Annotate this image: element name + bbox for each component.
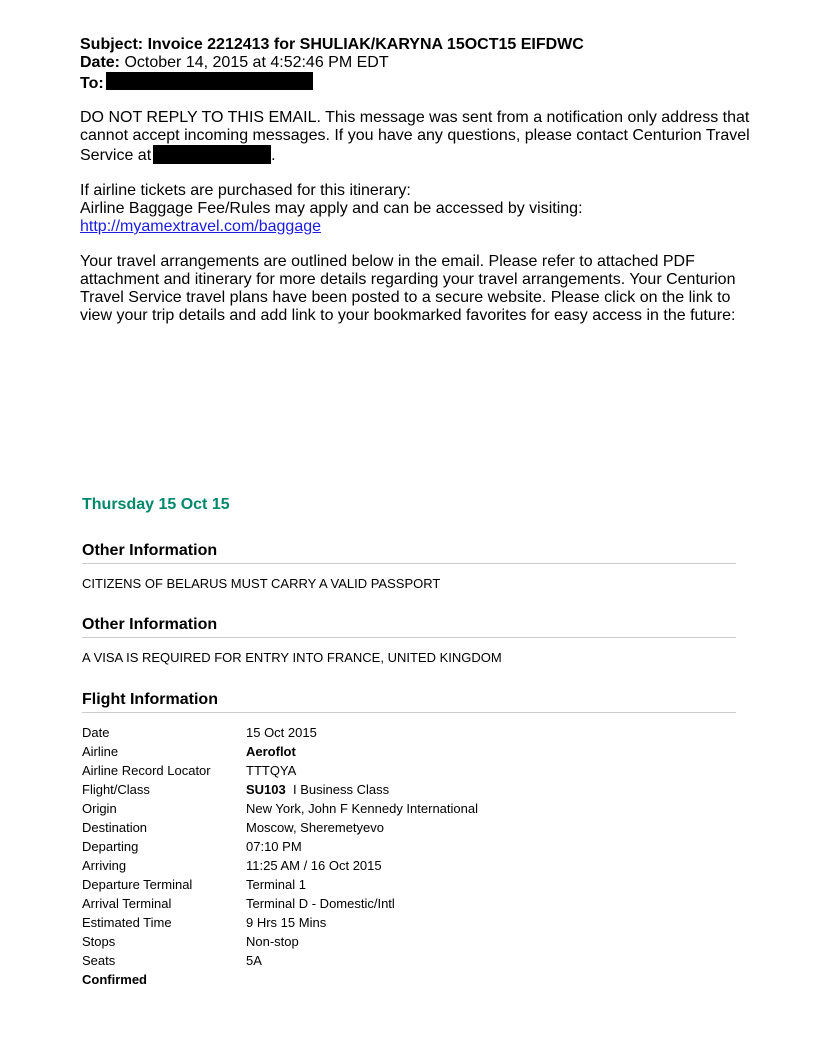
field-value: 07:10 PM bbox=[246, 839, 302, 854]
flight-details-table bbox=[82, 723, 478, 970]
field-value: Terminal D - Domestic/Intl bbox=[246, 896, 395, 911]
table-row bbox=[82, 723, 478, 742]
day-heading: Thursday 15 Oct 15 bbox=[82, 496, 230, 513]
arrangements-paragraph: Your travel arrangements are outlined below in the email. Please refer to attached PDF attachment and itinerary for more details regarding your travel arrangements. Your Centurion Travel Service travel plans have been posted to a secure website. Please click on the link to view your trip details and add link to your bookmarked favorites for easy access in the future: bbox=[80, 253, 736, 324]
field-label: Origin bbox=[82, 801, 117, 816]
section-title: Other Information bbox=[82, 616, 736, 638]
redacted-recipient bbox=[106, 72, 313, 90]
other-information-section bbox=[82, 616, 736, 665]
table-row bbox=[82, 799, 478, 818]
table-row bbox=[82, 951, 478, 970]
field-label: Flight/Class bbox=[82, 782, 150, 797]
field-value: TTTQYA bbox=[246, 763, 297, 778]
section-title: Other Information bbox=[82, 542, 736, 564]
table-row bbox=[82, 761, 478, 780]
field-value: Non-stop bbox=[246, 934, 299, 949]
field-label: Airline bbox=[82, 744, 119, 759]
field-value: 9 Hrs 15 Mins bbox=[246, 915, 327, 930]
no-reply-text: DO NOT REPLY TO THIS EMAIL. This message was sent from a notification only address that cannot accept incoming messages. If you have any questions, please contact Centurion Travel Service at bbox=[80, 109, 750, 164]
field-label: Date bbox=[82, 725, 110, 740]
field-value: New York, John F Kennedy International bbox=[246, 801, 478, 816]
field-value: 5A bbox=[246, 953, 262, 968]
no-reply-period: . bbox=[271, 147, 276, 164]
baggage-paragraph bbox=[80, 182, 750, 236]
field-label: Departing bbox=[82, 839, 139, 854]
field-label: Departure Terminal bbox=[82, 877, 193, 892]
flight-information-section bbox=[82, 691, 736, 989]
to-line bbox=[80, 72, 740, 93]
email-header bbox=[80, 36, 740, 93]
field-label: Stops bbox=[82, 934, 116, 949]
subject-line bbox=[80, 36, 740, 54]
passport-notice: CITIZENS OF BELARUS MUST CARRY A VALID PASSPORT bbox=[82, 576, 441, 591]
redacted-phone bbox=[153, 145, 271, 164]
field-value: Aeroflot bbox=[246, 744, 296, 759]
flight-class: I Business Class bbox=[292, 782, 390, 797]
date-line bbox=[80, 54, 740, 72]
field-value: 15 Oct 2015 bbox=[246, 725, 317, 740]
baggage-intro: If airline tickets are purchased for this itinerary: bbox=[80, 182, 411, 199]
table-row bbox=[82, 913, 478, 932]
field-value: Terminal 1 bbox=[246, 877, 306, 892]
field-label: Arrival Terminal bbox=[82, 896, 172, 911]
table-row bbox=[82, 742, 478, 761]
table-row bbox=[82, 894, 478, 913]
to-label: To: bbox=[80, 75, 104, 92]
subject-text: Invoice 2212413 for SHULIAK/KARYNA 15OCT15 EIFDWC bbox=[147, 36, 584, 53]
flight-number: SU103 bbox=[246, 782, 286, 797]
table-row bbox=[82, 932, 478, 951]
booking-status: Confirmed bbox=[82, 972, 147, 987]
date-label: Date: bbox=[80, 54, 121, 71]
field-label: Estimated Time bbox=[82, 915, 172, 930]
baggage-link[interactable]: http://myamextravel.com/baggage bbox=[80, 218, 322, 235]
field-label: Airline Record Locator bbox=[82, 763, 211, 778]
field-label: Arriving bbox=[82, 858, 127, 873]
table-row bbox=[82, 818, 478, 837]
table-row bbox=[82, 875, 478, 894]
no-reply-paragraph bbox=[80, 109, 750, 165]
table-row bbox=[82, 837, 478, 856]
subject-label: Subject: bbox=[80, 36, 144, 53]
other-information-section bbox=[82, 542, 736, 591]
field-value: 11:25 AM / 16 Oct 2015 bbox=[246, 858, 382, 873]
visa-notice: A VISA IS REQUIRED FOR ENTRY INTO FRANCE, UNITED KINGDOM bbox=[82, 650, 502, 665]
field-value: Moscow, Sheremetyevo bbox=[246, 820, 385, 835]
table-row bbox=[82, 780, 478, 799]
field-label: Seats bbox=[82, 953, 116, 968]
field-label: Destination bbox=[82, 820, 148, 835]
section-title: Flight Information bbox=[82, 691, 736, 713]
baggage-rules: Airline Baggage Fee/Rules may apply and can be accessed by visiting: bbox=[80, 200, 583, 217]
date-text: October 14, 2015 at 4:52:46 PM EDT bbox=[124, 54, 389, 71]
table-row bbox=[82, 856, 478, 875]
field-value bbox=[246, 780, 478, 799]
